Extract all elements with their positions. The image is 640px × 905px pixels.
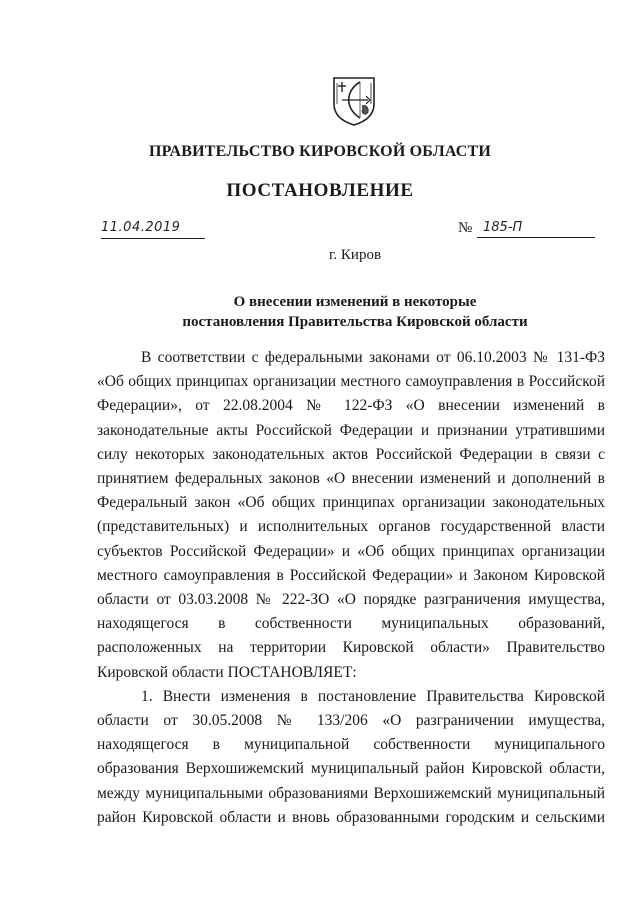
number-sign: №	[458, 220, 473, 236]
title-line-1: О внесении изменений в некоторые	[233, 294, 477, 310]
document-body	[97, 346, 605, 830]
title-line-2: постановления Правительства Кировской области	[182, 314, 528, 330]
body-paragraph-1: В соответствии с федеральными законами от 06.10.2003 № 131-ФЗ «Об общих принципах организации местного самоуправления в Российской Федерации», от 22.08.2004 № 122-ФЗ «О внесении изменений в законодательные акты Российской Федерации и признании утратившими силу некоторых законодательных актов Российской Федерации в связи с принятием федеральных законов «О внесении изменений и дополнений в Федеральный закон «Об общих принципах организации законодательных (представительных) и исполнительных органов государственной власти субъектов Российской Федерации» и «Об общих принципах организации местного самоуправления в Российской Федерации» и Законом Кировской области от 03.03.2008 № 222-ЗО «О порядке разграничения имущества, находящегося в собственности муниципальных образований, расположенных на территории Кировской области» Правительство Кировской области ПОСТАНОВЛЯЕТ:	[97, 349, 605, 681]
document-date: 11.04.2019	[101, 220, 205, 239]
document-type: ПОСТАНОВЛЕНИЕ	[226, 180, 414, 201]
body-paragraph-2: 1. Внести изменения в постановление Правительства Кировской области от 30.05.2008 № 133/206 «О разграничении имущества, находящегося в муниципальной собственности муниципального образования Верхошижемский муниципальный район Кировской области, между муниципальными образованиями Верхошижемский муниципальный район Кировской области и вновь образованными городским и сельскими	[97, 687, 605, 826]
document-title	[0, 292, 640, 332]
coat-of-arms-icon	[330, 74, 378, 126]
document-number: 185-П	[477, 220, 595, 238]
city: г. Киров	[328, 247, 382, 263]
organization-name: ПРАВИТЕЛЬСТВО КИРОВСКОЙ ОБЛАСТИ	[148, 143, 492, 160]
